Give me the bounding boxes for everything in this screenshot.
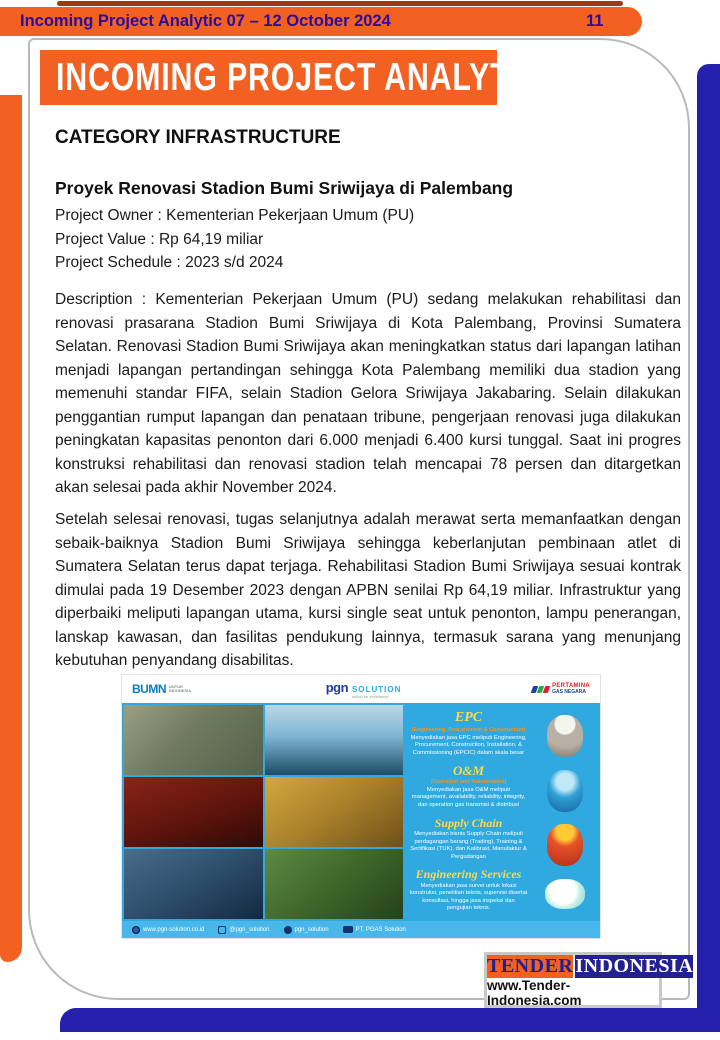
- photo-aerial-highway: [124, 705, 263, 775]
- om-mascot-icon: [547, 770, 583, 812]
- service-epc-subtitle: (Engineering, Procurement & Construction): [411, 726, 526, 733]
- page-number: 11: [586, 12, 604, 30]
- service-om-subtitle: (Operation and Maintenance): [430, 778, 507, 785]
- tender-logo-right: INDONESIA: [575, 955, 694, 977]
- project-description: Description : Kementerian Pekerjaan Umum (PU) sedang melakukan rehabilitasi dan renovasi prasarana Stadion Bumi Sriwijaya di Kota Palembang, Provinsi Sumatera Selatan. Renovasi Stadion Bumi Sriwijaya akan meningkatkan status dari lapangan latihan menjadi lapangan pertandingan sehingga Kota Palembang memiliki dua stadion yang memenuhi standar FIFA, selain Stadion Gelora Sriwijaya Jakabaring. Selain dilakukan penggantian rumput lapangan dan penataan tribune, pengerjaan renovasi juga dilakukan peningkatan kapasitas penonton dari 6.000 menjadi 6.400 kursi tunggal. Saat ini progres konstruksi rehabilitasi dan renovasi stadion telah mencapai 78 persen dan ditargetkan akan selesai pada akhir November 2024.: [55, 291, 681, 496]
- ad-body: [122, 703, 600, 921]
- right-accent-bar: [697, 64, 720, 1032]
- pertamina-arrow-icon: [532, 686, 549, 693]
- service-om: [409, 764, 528, 809]
- bottom-accent-bar: [60, 1008, 720, 1032]
- tender-logo-left: TENDER: [487, 955, 574, 977]
- project-paragraph-2: Setelah selesai renovasi, tugas selanjutnya adalah merawat serta memanfaatkan dengan sebaik-baiknya Stadion Bumi Sriwijaya sehingga keberlanjutan pembinaan atlet di Sumatera Selatan terus dapat terjaga. Rehabilitasi Stadion Bumi Sriwijaya sesuai kontrak dimulai pada 19 Desember 2023 dengan APBN senilai Rp 64,19 miliar. Infrastruktur yang diperbaiki meliputi lapangan utama, kursi single seat untuk penonton, lampu penerangan, lanskap kawasan, dan fasilitas pendukung lainnya, termasuk sarana yang menunjang kebutuhan penyandang disabilitas.: [55, 511, 681, 669]
- mascots-column: [530, 703, 600, 921]
- pertamina-logo: [532, 683, 590, 695]
- tender-indonesia-logo: [484, 952, 694, 1008]
- category-heading: CATEGORY INFRASTRUCTURE: [55, 127, 341, 148]
- photo-offshore-crane-ship: [265, 705, 404, 775]
- section-banner-title: INCOMING PROJECT ANALYTIC: [56, 55, 542, 99]
- photo-red-machinery: [124, 777, 263, 847]
- supply-chain-mascot-icon: [547, 824, 583, 866]
- facebook-icon: [284, 926, 292, 934]
- instagram-icon: [218, 926, 226, 934]
- service-om-desc: Menyediakan jasa O&M meliputi management, availability, reliability, integrity, dan operation gas transmisi & distribusi: [411, 786, 526, 808]
- section-banner: [40, 50, 542, 105]
- project-owner: Project Owner : Kementerian Pekerjaan Umum (PU): [55, 207, 415, 224]
- pgn-solution-ad: [122, 675, 600, 938]
- pgn-logo-text: pgn: [325, 679, 349, 695]
- service-supply-chain-title: Supply Chain: [434, 815, 503, 830]
- left-accent-bar: [0, 95, 22, 962]
- page-header-bar: [0, 7, 642, 36]
- pertamina-name: PERTAMINA: [552, 683, 590, 689]
- service-supply-chain: [409, 817, 528, 862]
- ad-social-strip: [122, 921, 600, 938]
- pgn-solution-logo: [326, 680, 402, 699]
- engineering-mascot-icon: [545, 879, 585, 909]
- pgn-tagline: action for excellence: [352, 693, 389, 699]
- ad-logo-strip: [122, 675, 600, 703]
- service-engineering: [409, 868, 528, 913]
- youtube-icon: [343, 926, 353, 933]
- bumn-logo-subtext: UNTUK INDONESIA: [169, 683, 192, 693]
- top-accent-line: [57, 1, 623, 6]
- tender-indonesia-url[interactable]: www.Tender-Indonesia.com: [487, 978, 582, 1008]
- pertamina-subname: GAS NEGARA: [552, 689, 586, 695]
- instagram-link[interactable]: @pgn_solution: [218, 926, 269, 934]
- service-om-title: O&M: [452, 763, 485, 779]
- photo-yellow-pipeline: [265, 777, 404, 847]
- service-engineering-title: Engineering Services: [415, 867, 522, 882]
- service-epc-title: EPC: [454, 710, 483, 725]
- service-epc-desc: Menyediakan jasa EPC meliputi Engineering, Procurement, Construction, Installation, & Commissioning (EPCIC) dalam skala besar: [410, 734, 527, 756]
- project-value: Project Value : Rp 64,19 miliar: [55, 230, 264, 248]
- service-engineering-desc: Menyediakan jasa survei untuk lokasi konstruksi, penelitian teknis, supervisi disertai konsultasi, hingga jasa inspeksi dan pengujian teknis.: [409, 882, 528, 912]
- photo-aerial-green-facility: [265, 849, 404, 919]
- epc-mascot-icon: [547, 715, 583, 757]
- page-header-title: Incoming Project Analytic 07 – 12 October 2024: [20, 12, 391, 30]
- globe-icon: [132, 926, 140, 934]
- photo-technician-gas-meters: [124, 849, 263, 919]
- photo-collage: [122, 703, 405, 921]
- youtube-link[interactable]: PT. PGAS Solution: [343, 926, 406, 933]
- project-title: Proyek Renovasi Stadion Bumi Sriwijaya di Palembang: [55, 178, 514, 198]
- bumn-logo-text: BUMN: [132, 682, 166, 696]
- bumn-logo: [132, 682, 195, 696]
- pgn-solution-text: SOLUTION: [352, 684, 402, 694]
- service-supply-chain-desc: Menyediakan bisnis Supply Chain meliputi perdagangan barang (Trading), Training & Sertifikasi (TUK), dan Kalibrasi, Manufaktur & Pergudangan: [410, 831, 527, 860]
- services-column: [405, 703, 530, 921]
- facebook-link[interactable]: pgn_solution: [284, 926, 329, 934]
- project-schedule: Project Schedule : 2023 s/d 2024: [55, 254, 284, 271]
- website-link[interactable]: www.pgn-solution.co.id: [132, 926, 204, 934]
- project-meta: [55, 204, 414, 275]
- service-epc: [409, 711, 528, 757]
